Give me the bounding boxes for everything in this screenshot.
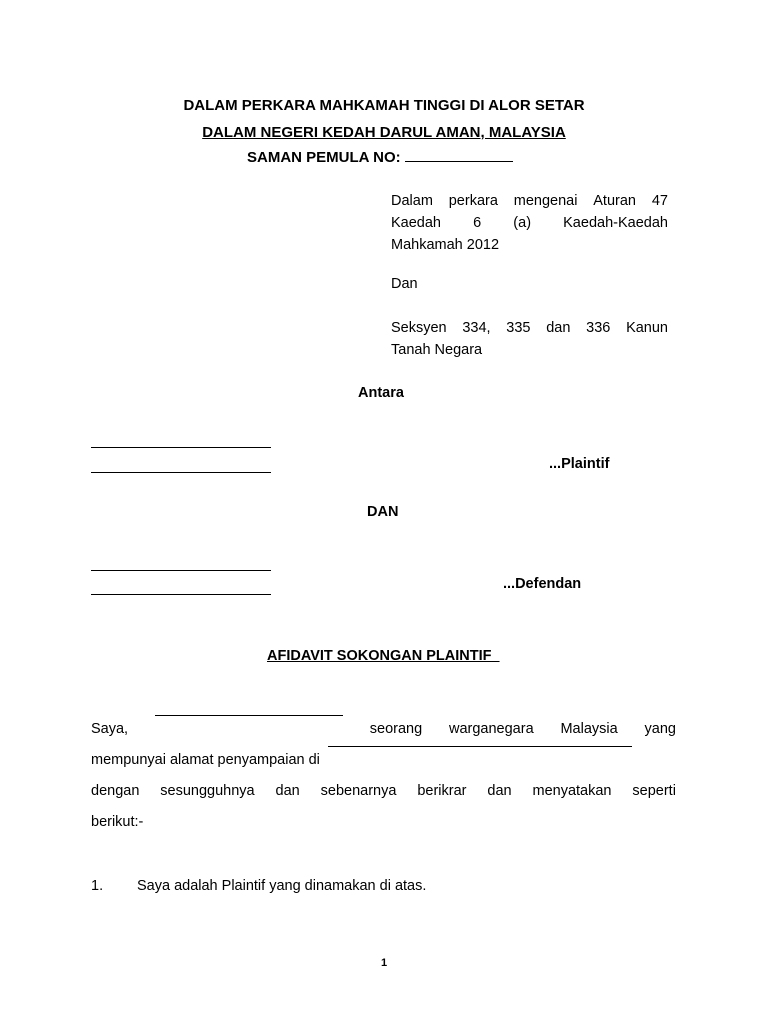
word: Kanun [626, 320, 668, 336]
word: 336 [586, 320, 611, 336]
word: dan [275, 783, 300, 799]
word: 334, [462, 320, 491, 336]
and-text: Dan [391, 276, 418, 292]
word: Kaedah-Kaedah [563, 215, 668, 231]
affidavit-title-text: AFIDAVIT SOKONGAN PLAINTIF [267, 648, 492, 664]
section-line-1 [391, 317, 668, 339]
rule-line-2 [391, 212, 668, 234]
word: yang [644, 721, 676, 737]
word: Dalam [391, 193, 433, 209]
body-line-3 [91, 776, 676, 807]
item-1-text: Saya adalah Plaintif yang dinamakan di atas. [137, 878, 427, 894]
plaintiff-name-blank-1 [91, 447, 271, 448]
plaintiff-name-blank-2 [91, 472, 271, 473]
rule-line-1 [391, 190, 668, 212]
rule-reference [391, 190, 668, 256]
originating-summons-number-blank [405, 147, 513, 162]
word: dengan [91, 783, 140, 799]
rule-line-3: Mahkamah 2012 [391, 237, 500, 253]
word: Seksyen [391, 320, 447, 336]
state-heading-text: DALAM NEGERI KEDAH DARUL AMAN, MALAYSIA [202, 124, 566, 141]
word: Malaysia [560, 721, 618, 737]
word: Aturan [593, 193, 636, 209]
word: berikrar [417, 783, 467, 799]
originating-summons-heading [247, 147, 513, 166]
word: seperti [632, 783, 676, 799]
word: menyatakan [532, 783, 612, 799]
defendant-name-blank-1 [91, 570, 271, 571]
word: warganegara [448, 721, 534, 737]
word: Kaedah [391, 215, 441, 231]
affidavit-body [91, 714, 676, 838]
plaintiff-label: ...Plaintif [549, 456, 610, 472]
affidavit-title [267, 648, 500, 664]
deponent-name-blank [155, 714, 343, 716]
body-line-2-start: mempunyai alamat penyampaian di [91, 752, 320, 768]
state-heading [0, 124, 768, 141]
word: 47 [651, 193, 668, 209]
word: mengenai [513, 193, 578, 209]
word: perkara [448, 193, 498, 209]
and-label: DAN [367, 504, 399, 520]
word: 335 [506, 320, 531, 336]
page-number: 1 [380, 957, 388, 969]
word: sesungguhnya [160, 783, 255, 799]
defendant-name-blank-2 [91, 594, 271, 595]
word: dan [546, 320, 571, 336]
service-address-blank [328, 745, 632, 747]
body-line-2 [91, 745, 676, 776]
word: (a) [513, 215, 532, 231]
body-line-4: berikut:- [91, 814, 144, 830]
item-1-number: 1. [91, 878, 104, 894]
word: sebenarnya [320, 783, 397, 799]
originating-summons-label: SAMAN PEMULA NO: [247, 149, 401, 166]
defendant-label: ...Defendan [503, 576, 582, 592]
word: seorang [369, 721, 423, 737]
between-label: Antara [358, 385, 404, 401]
word: 6 [473, 215, 482, 231]
section-line-2: Tanah Negara [391, 342, 483, 358]
section-reference [391, 317, 668, 361]
word: dan [487, 783, 512, 799]
body-line-1-start: Saya, [91, 721, 129, 737]
court-heading: DALAM PERKARA MAHKAMAH TINGGI DI ALOR SETAR [183, 97, 585, 114]
body-line-1 [91, 714, 676, 745]
